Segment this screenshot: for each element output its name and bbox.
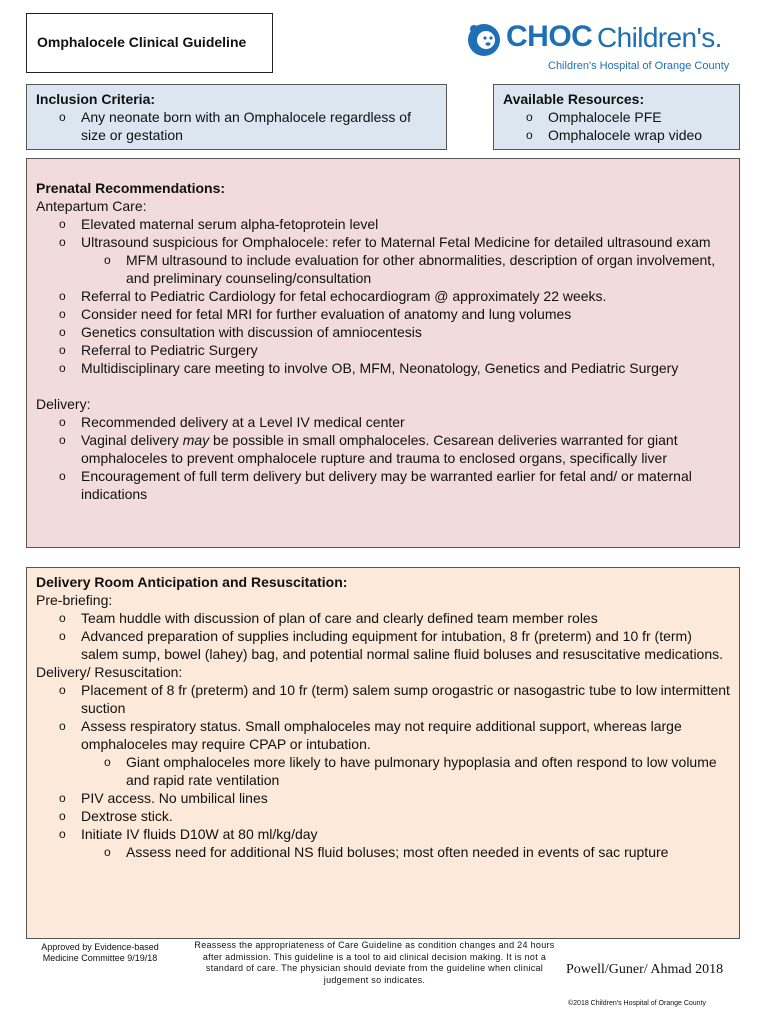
- list-item: o Dextrose stick.: [36, 807, 731, 825]
- vaginal-text-emphasis: may: [182, 432, 210, 448]
- list-item: o Recommended delivery at a Level IV medical center: [36, 413, 731, 431]
- resource-link[interactable]: o Omphalocele PFE: [503, 108, 731, 126]
- list-item: [36, 233, 731, 287]
- disclaimer: Reassess the appropriateness of Care Guideline as condition changes and 24 hours after admission. This guideline is a tool to aid clinical decision making. It is not a standard of care. The physician should deviate from the guideline when clinical judgement so indicates.: [194, 940, 555, 985]
- available-resources-box: [493, 84, 740, 150]
- logo-childrens-text: Children's.: [597, 22, 722, 53]
- approval-note: Approved by Evidence-based Medicine Committee 9/19/18: [41, 942, 159, 963]
- list-item: [36, 431, 731, 467]
- prenatal-heading: Prenatal Recommendations:: [36, 180, 226, 196]
- list-item-text: Initiate IV fluids D10W at 80 ml/kg/day: [81, 826, 318, 842]
- logo-choc-text: CHOC: [506, 20, 593, 53]
- inclusion-heading: Inclusion Criteria:: [36, 91, 156, 107]
- list-item: o Encouragement of full term delivery but delivery may be warranted earlier for fetal and/ or maternal indications: [36, 467, 731, 503]
- choc-bear-icon: [466, 22, 502, 58]
- delivery-resus-label: Delivery/ Resuscitation:: [36, 664, 183, 680]
- antepartum-label: Antepartum Care:: [36, 198, 147, 214]
- choc-logo: [466, 20, 748, 76]
- list-item-text: Ultrasound suspicious for Omphalocele: refer to Maternal Fetal Medicine for detailed ultrasound exam: [81, 234, 711, 250]
- resource-link[interactable]: o Omphalocele wrap video: [503, 126, 731, 144]
- sub-list-item: o MFM ultrasound to include evaluation for other abnormalities, description of organ involvement, and preliminary counseling/consultation: [36, 251, 731, 287]
- list-item: o Placement of 8 fr (preterm) and 10 fr (term) salem sump orogastric or nasogastric tube to low intermittent suction: [36, 681, 731, 717]
- title-box: [26, 13, 273, 73]
- prenatal-recommendations-box: [26, 158, 740, 548]
- vaginal-text-post: be possible in small omphaloceles. Cesarean deliveries warranted for giant omphaloceles to prevent omphalocele rupture and trauma to enclosed organs, specifically liver: [81, 432, 678, 466]
- sub-list-item: o Assess need for additional NS fluid boluses; most often needed in events of sac rupture: [36, 843, 731, 861]
- delivery-room-box: [26, 567, 740, 939]
- delivery-label: Delivery:: [36, 396, 91, 412]
- list-item: o Advanced preparation of supplies including equipment for intubation, 8 fr (preterm) and 10 fr (term) salem sump, bowel (lahey) bag, and potential normal saline fluid boluses and resuscitative medications.: [36, 627, 731, 663]
- list-item: o Genetics consultation with discussion of amniocentesis: [36, 323, 731, 341]
- authors: Powell/Guner/ Ahmad 2018: [566, 962, 724, 977]
- list-item-text: Assess respiratory status. Small omphaloceles may not require additional support, whereas large omphaloceles may require CPAP or intubation.: [81, 718, 682, 752]
- resources-heading: Available Resources:: [503, 91, 645, 107]
- list-item: o Elevated maternal serum alpha-fetoprotein level: [36, 215, 731, 233]
- list-item: o PIV access. No umbilical lines: [36, 789, 731, 807]
- sub-list-item: o Giant omphaloceles more likely to have pulmonary hypoplasia and often respond to low volume and rapid rate ventilation: [36, 753, 731, 789]
- list-item: o Referral to Pediatric Surgery: [36, 341, 731, 359]
- copyright: ©2018 Children's Hospital of Orange County: [568, 1000, 707, 1007]
- list-item: [36, 825, 731, 861]
- logo-subtitle: Children's Hospital of Orange County: [548, 60, 730, 72]
- list-item: o Consider need for fetal MRI for further evaluation of anatomy and lung volumes: [36, 305, 731, 323]
- resus-heading: Delivery Room Anticipation and Resuscitation:: [36, 574, 348, 590]
- list-item: o Any neonate born with an Omphalocele regardless of size or gestation: [36, 108, 438, 144]
- list-item: o Team huddle with discussion of plan of care and clearly defined team member roles: [36, 609, 731, 627]
- page-title: Omphalocele Clinical Guideline: [37, 34, 247, 50]
- inclusion-criteria-box: [26, 84, 447, 150]
- vaginal-text-pre: Vaginal delivery: [81, 432, 183, 448]
- list-item: [36, 717, 731, 789]
- list-item: o Referral to Pediatric Cardiology for fetal echocardiogram @ approximately 22 weeks.: [36, 287, 731, 305]
- prebriefing-label: Pre-briefing:: [36, 592, 113, 608]
- list-item: o Multidisciplinary care meeting to involve OB, MFM, Neonatology, Genetics and Pediatric Surgery: [36, 359, 731, 377]
